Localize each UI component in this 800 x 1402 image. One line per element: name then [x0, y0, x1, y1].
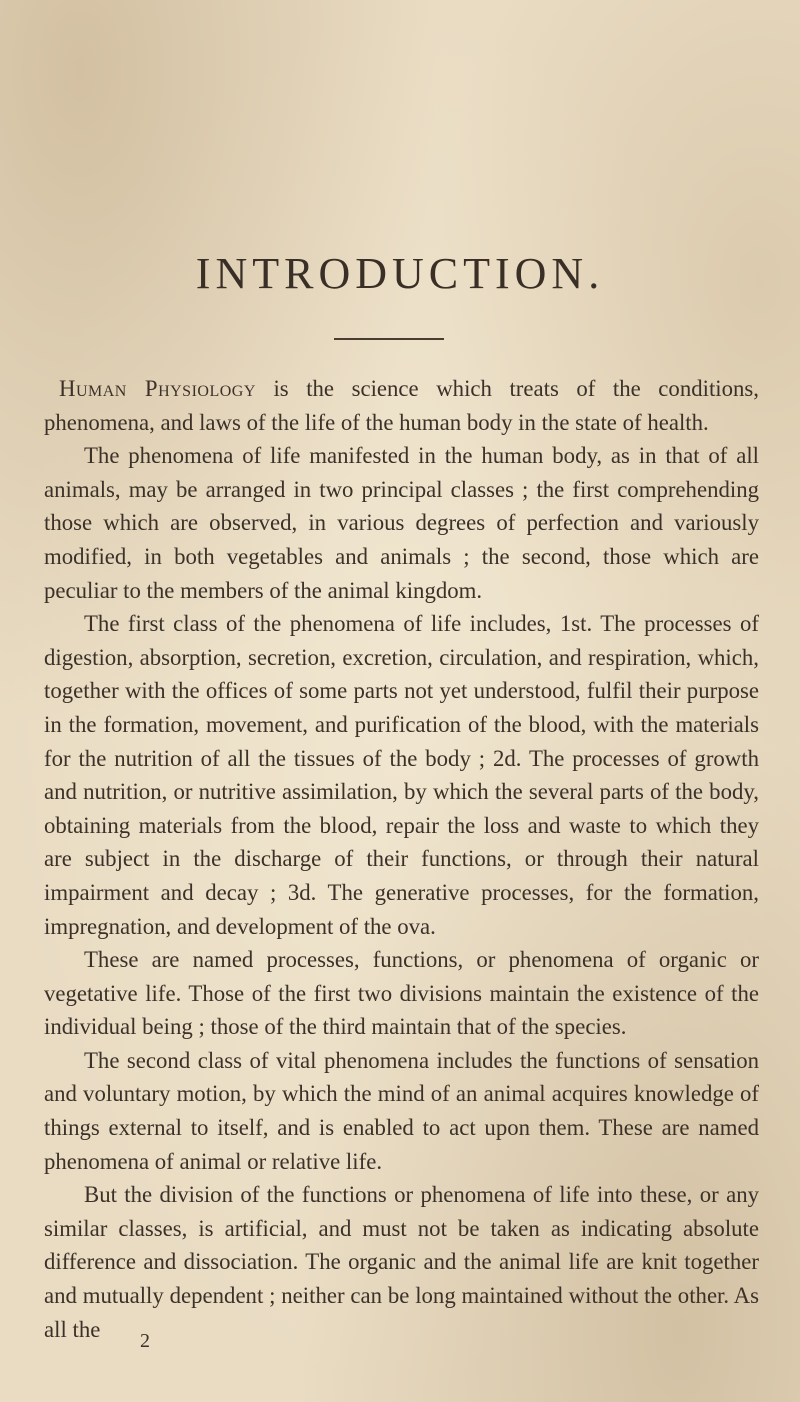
paragraph-1-text: is the science which treats of the conditions, phenomena, and laws of the life of the human body in the state of health. — [44, 376, 759, 435]
page-title: INTRODUCTION. — [195, 249, 605, 298]
paragraph-1 — [44, 372, 759, 439]
signature-mark: 2 — [140, 1330, 150, 1352]
paragraph-4: These are named processes, functions, or phenomena of organic or vegetative life. Those of the first two divisions maintain the existence of the individual being ; those of the third maintain that of the species. — [44, 947, 759, 1040]
paragraph-6: But the division of the functions or phenomena of life into these, or any similar classes, is artificial, and must not be taken as indicating absolute difference and dissociation. The organic and the animal life are knit together and mutually dependent ; neither can be long maintained without the other. As all the — [44, 1182, 759, 1342]
body-text — [44, 372, 759, 1346]
title-rule — [334, 338, 444, 340]
paragraph-2: The phenomena of life manifested in the human body, as in that of all animals, may be arranged in two principal classes ; the first comprehending those which are observed, in various degrees of perfection and variously modified, in both vegetables and animals ; the second, those which are peculiar to the members of the animal kingdom. — [44, 443, 759, 603]
paragraph-3: The first class of the phenomena of life includes, 1st. The processes of digestion, absorption, secretion, excretion, circulation, and respiration, which, together with the offices of some parts not yet understood, fulfil their purpose in the formation, movement, and purification of the blood, with the materials for the nutrition of all the tissues of the body ; 2d. The processes of growth and nutrition, or nutritive assimilation, by which the several parts of the body, obtaining materials from the blood, repair the loss and waste to which they are subject in the discharge of their functions, or through their natural impairment and decay ; 3d. The generative processes, for the formation, impregnation, and development of the ova. — [44, 611, 759, 939]
paragraph-5: The second class of vital phenomena includes the functions of sensation and voluntary motion, by which the mind of an animal acquires knowledge of things external to itself, and is enabled to act upon them. These are named phenomena of animal or relative life. — [44, 1047, 759, 1174]
lead-term: Human Physiology — [59, 376, 256, 401]
